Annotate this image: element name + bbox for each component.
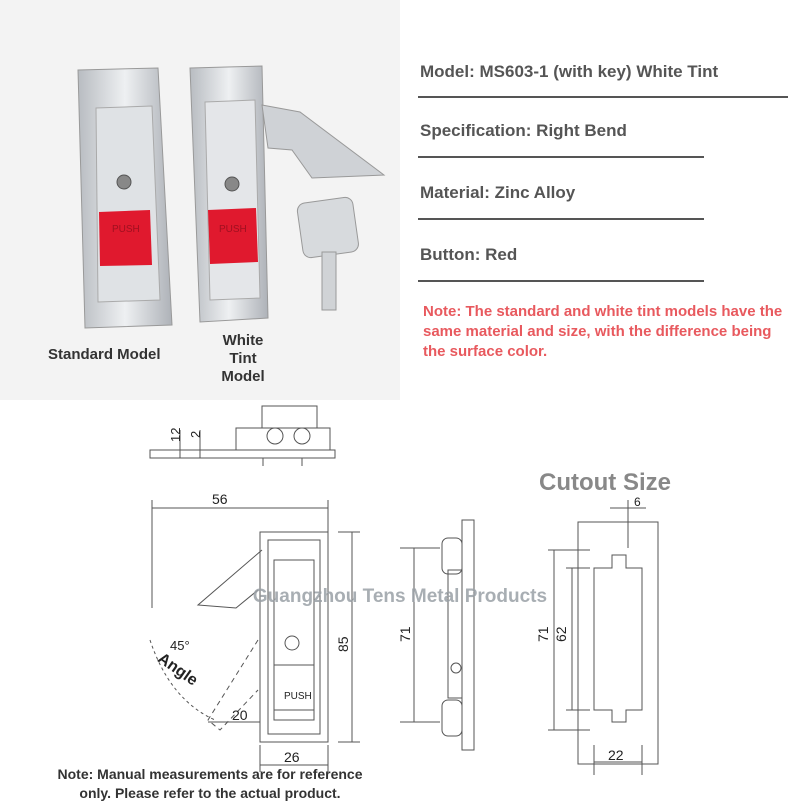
- cutout-22-label: 22: [608, 747, 624, 763]
- white-tint-model-lock: [190, 66, 384, 322]
- standard-model-lock: [78, 68, 172, 328]
- cutout-71-label: 71: [535, 626, 551, 642]
- dim-85-label: 85: [335, 636, 351, 652]
- cutout-6-label: 6: [634, 495, 641, 509]
- spec-button: Button: Red: [420, 245, 518, 264]
- dim-20-label: 20: [232, 707, 248, 723]
- spec-divider: [418, 218, 704, 220]
- white-tint-caption-line2: Tint: [229, 350, 257, 367]
- standard-model-caption: Standard Model: [48, 346, 161, 363]
- cutout-size-title: Cutout Size: [539, 469, 671, 496]
- side-71-label: 71: [397, 626, 413, 642]
- side-2-label: 2: [188, 430, 203, 438]
- angle-label: Angle: [154, 650, 201, 690]
- footnote: [0, 765, 420, 803]
- standard-red-button: [99, 210, 152, 266]
- white-tint-caption-line1: White: [222, 332, 264, 349]
- product-photo-illustration: [0, 0, 400, 400]
- svg-text:PUSH: PUSH: [112, 224, 140, 235]
- product-photo: [0, 0, 400, 400]
- svg-text:PUSH: PUSH: [219, 224, 247, 235]
- side-12-label: 12: [168, 427, 183, 442]
- push-label: PUSH: [284, 691, 312, 702]
- dim-26-label: 26: [284, 749, 300, 765]
- spec-model: Model: MS603-1 (with key) White Tint: [420, 62, 719, 81]
- white-tint-model-caption: [210, 332, 276, 386]
- front-view: [150, 500, 360, 772]
- footnote-line1: Note: Manual measurements are for reference: [57, 766, 363, 782]
- watermark-text: Guangzhou Tens Metal Products: [252, 586, 548, 607]
- spec-divider: [418, 96, 788, 98]
- key-illustration: [296, 196, 359, 310]
- footnote-line2: only. Please refer to the actual product.: [79, 785, 341, 801]
- white-tint-caption-line3: Model: [221, 368, 265, 385]
- spec-divider: [418, 280, 704, 282]
- dim-56-label: 56: [212, 491, 228, 507]
- cutout-62-label: 62: [553, 626, 569, 642]
- note-text: Note: The standard and white tint models have the same material and size, with the difference being the surface color.: [423, 303, 783, 360]
- spec-specification: Specification: Right Bend: [420, 121, 627, 140]
- white-tint-red-button: [208, 208, 258, 264]
- spec-material: Material: Zinc Alloy: [420, 183, 576, 202]
- spec-divider: [418, 156, 704, 158]
- angle-45-label: 45°: [170, 638, 190, 653]
